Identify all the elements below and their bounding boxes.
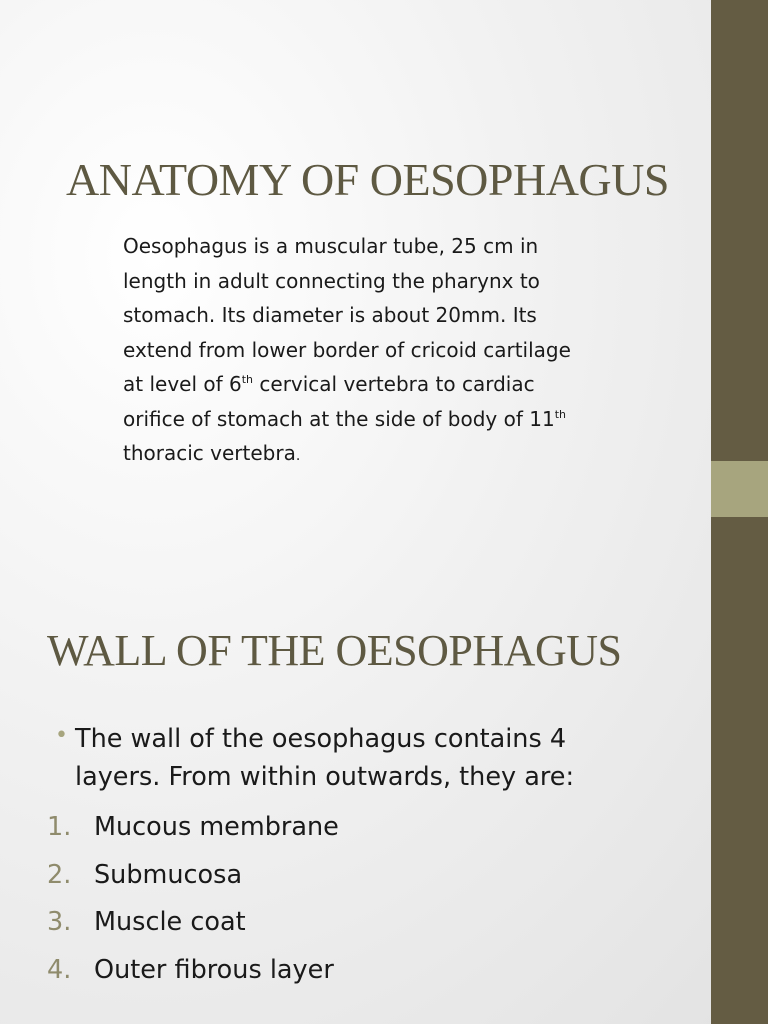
list-item (47, 805, 339, 853)
bullet-text-line-2: layers. From within outwards, they are: (75, 762, 575, 792)
bullet-text-line-1: The wall of the oesophagus contains 4 (75, 724, 567, 754)
description-line-5-end: cervical vertebra to cardiac (253, 372, 535, 396)
list-item (47, 900, 339, 948)
list-item-label: Mucous membrane (94, 812, 339, 842)
list-item-number: 2. (47, 859, 72, 890)
wall-intro-bullet (55, 720, 705, 796)
list-item (47, 853, 339, 901)
slide-title-anatomy: ANATOMY OF OESOPHAGUS (66, 154, 669, 205)
list-item-number: 3. (47, 907, 72, 938)
list-item-label: Outer fibrous layer (94, 954, 334, 985)
description-line-5-start: at level of 6 (123, 372, 242, 396)
description-line-3: stomach. Its diameter is about 20mm. Its (123, 303, 537, 327)
bullet-line-2 (55, 758, 705, 796)
description-line-6-start: orifice of stomach at the side of body of 11 (123, 406, 555, 431)
ordinal-superscript: th (241, 373, 254, 386)
list-item-label: Muscle coat (94, 907, 246, 938)
description-line-2: length in adult connecting the pharynx to (123, 268, 540, 293)
description-line-7-period: . (295, 448, 301, 464)
ordinal-superscript: th (554, 407, 566, 421)
description-line-7 (123, 436, 703, 474)
list-item (47, 948, 339, 996)
oesophagus-description (123, 229, 703, 474)
bullet-dot-icon: • (55, 723, 68, 748)
description-line-6 (123, 402, 703, 437)
list-item-number: 1. (47, 812, 72, 842)
description-line-5 (123, 367, 703, 402)
list-item-label: Submucosa (94, 859, 243, 890)
list-item-number: 4. (47, 954, 72, 985)
slide-title-wall: WALL OF THE OESOPHAGUS (47, 626, 622, 675)
bullet-line-1 (55, 720, 705, 758)
description-line-1: Oesophagus is a muscular tube, 25 cm in (123, 234, 539, 258)
description-line-4: extend from lower border of cricoid cartilage (123, 337, 571, 362)
wall-layers-list (47, 805, 339, 995)
side-accent-block (711, 461, 768, 517)
description-line-7-text: thoracic vertebra (123, 441, 296, 465)
